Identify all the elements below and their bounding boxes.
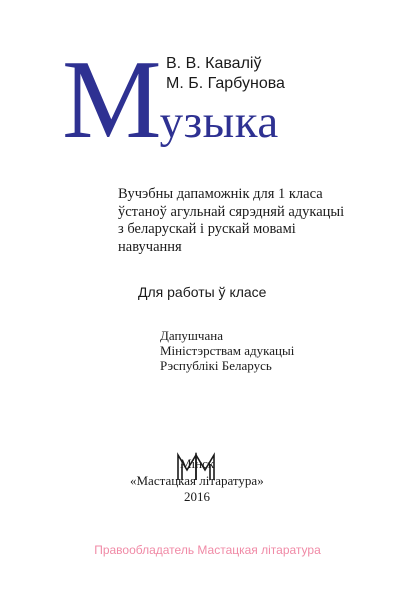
author-1: В. В. Каваліў [166, 55, 262, 72]
publication-year: 2016 [184, 489, 210, 504]
approval-line-3: Рэспублікі Беларусь [160, 358, 272, 373]
usage-note: Для работы ў класе [138, 284, 267, 300]
description-line-3: з беларускай і рускай мовамі [118, 221, 296, 237]
title-initial-letter: М [62, 38, 162, 162]
author-2: М. Б. Гарбунова [166, 75, 285, 92]
description-line-1: Вучэбны дапаможнік для 1 класа [118, 186, 323, 202]
book-description [118, 186, 344, 256]
description-line-4: навучання [118, 238, 182, 255]
publisher-block [0, 456, 415, 506]
approval-line-2: Міністэрствам адукацыі [160, 343, 295, 358]
approval-line-1: Дапушчана [160, 328, 223, 343]
title-rest: узыка [159, 96, 279, 148]
book-title [62, 38, 279, 162]
publisher-name: «Мастацкая літаратура» [130, 472, 264, 488]
publisher-city: Мінск [180, 456, 215, 471]
approval-block [160, 328, 294, 373]
description-line-2: ўстаноў агульнай сярэдняй адукацыі [118, 203, 345, 220]
copyright-watermark: Правообладатель Мастацкая літаратура [94, 543, 321, 557]
